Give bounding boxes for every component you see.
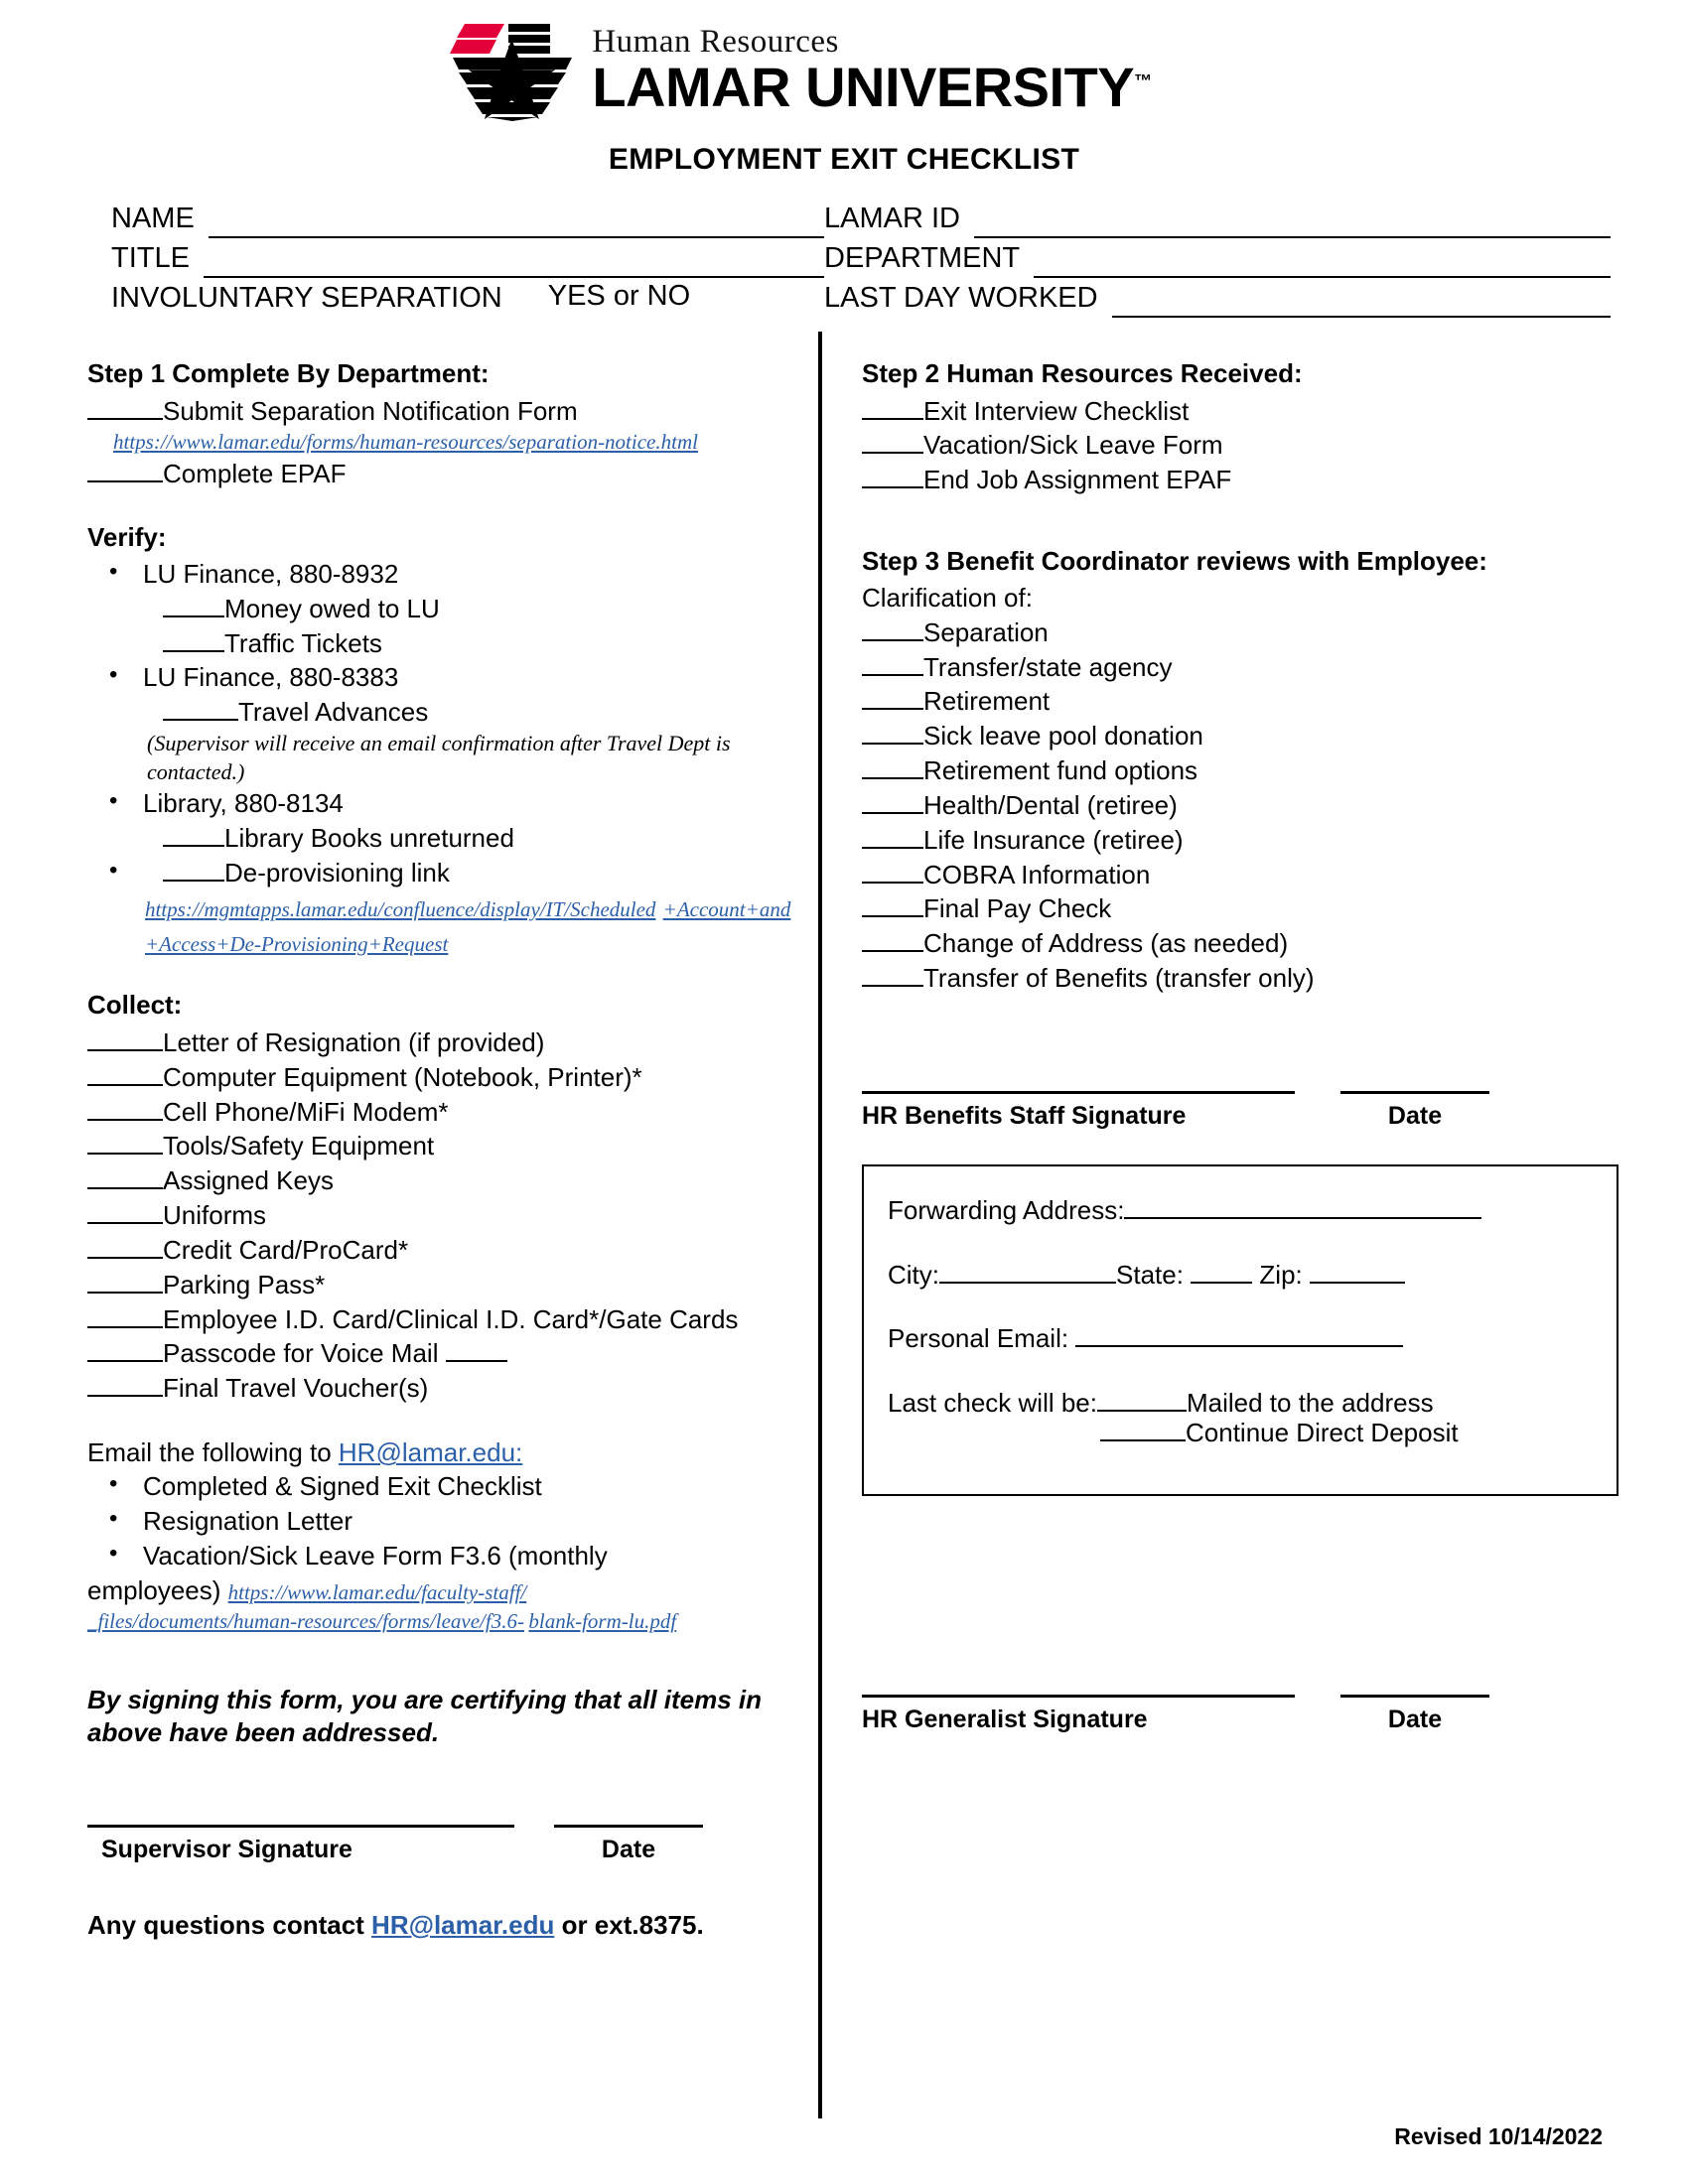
- step1-item-label: Submit Separation Notification Form: [163, 395, 578, 426]
- collect-item-voicemail[interactable]: [87, 1336, 796, 1371]
- checkbox-blank[interactable]: [163, 615, 224, 617]
- direct-deposit-option-blank[interactable]: [1100, 1439, 1186, 1441]
- supervisor-signature-block: [87, 1825, 796, 1864]
- last-day-worked-input-line[interactable]: [1112, 316, 1611, 318]
- collect-heading: Collect:: [87, 990, 183, 1021]
- checkbox-blank[interactable]: [163, 880, 224, 882]
- verify-subitem[interactable]: [143, 626, 796, 661]
- collect-item-label: Employee I.D. Card/Clinical I.D. Card*/Gate Cards: [163, 1303, 739, 1334]
- checkbox-blank[interactable]: [87, 1326, 163, 1328]
- collect-item[interactable]: [87, 1198, 796, 1233]
- state-label: State:: [1116, 1259, 1184, 1290]
- step2-item[interactable]: [862, 428, 1618, 463]
- step3-item-label: Health/Dental (retiree): [923, 789, 1178, 820]
- city-label: City:: [888, 1259, 939, 1290]
- checkbox-blank[interactable]: [87, 1395, 163, 1397]
- checkbox-blank[interactable]: [862, 812, 923, 814]
- collect-item-label: Credit Card/ProCard*: [163, 1234, 409, 1265]
- field-row-involuntary: [111, 278, 1611, 318]
- step3-item[interactable]: [862, 650, 1618, 685]
- checkbox-blank[interactable]: [862, 743, 923, 745]
- step3-item-label: Separation: [923, 616, 1049, 647]
- name-label: NAME: [111, 203, 195, 234]
- hr-email-link[interactable]: HR@lamar.edu:: [338, 1437, 523, 1468]
- left-column: [87, 357, 822, 1941]
- personal-email-row[interactable]: [888, 1324, 1589, 1353]
- step3-item[interactable]: [862, 684, 1618, 719]
- body-columns: [0, 357, 1688, 1941]
- collect-item[interactable]: [87, 1233, 796, 1268]
- field-row-name: [111, 199, 1611, 238]
- collect-item[interactable]: [87, 1268, 796, 1302]
- mailed-option-blank[interactable]: [1097, 1410, 1187, 1412]
- verify-contact: LU Finance, 880-8932: [143, 559, 399, 589]
- lamar-university-logo: [447, 18, 1151, 125]
- checkbox-blank[interactable]: [862, 847, 923, 849]
- checkbox-blank[interactable]: [862, 486, 923, 488]
- supervisor-signature-label: Supervisor Signature: [101, 1836, 352, 1864]
- collect-item[interactable]: [87, 1095, 796, 1130]
- city-state-zip-row[interactable]: [888, 1261, 1589, 1290]
- list-item: • Vacation/Sick Leave Form F3.6 (monthly: [143, 1539, 796, 1573]
- collect-item[interactable]: [87, 1025, 796, 1060]
- logo-org-line: Human Resources: [592, 24, 839, 61]
- checkbox-blank[interactable]: [862, 985, 923, 987]
- step3-item-label: Retirement: [923, 686, 1051, 717]
- step3-item-label: Life Insurance (retiree): [923, 824, 1184, 855]
- mailed-option-label: Mailed to the address: [1186, 1387, 1434, 1418]
- verify-subitem-label: Travel Advances: [238, 697, 429, 728]
- contact-note-prefix: Any questions contact: [87, 1910, 372, 1941]
- collect-item-label: Assigned Keys: [163, 1165, 334, 1196]
- collect-item-label: Letter of Resignation (if provided): [163, 1026, 545, 1057]
- checkbox-blank[interactable]: [87, 480, 163, 482]
- step3-item[interactable]: [862, 926, 1618, 961]
- involuntary-separation-options[interactable]: YES or NO: [547, 280, 691, 312]
- step3-item-label: COBRA Information: [923, 859, 1151, 889]
- hr-benefits-signature-block: [862, 1091, 1618, 1131]
- checkbox-blank[interactable]: [87, 1119, 163, 1121]
- hr-benefits-signature-label: HR Benefits Staff Signature: [862, 1101, 1187, 1130]
- collect-item[interactable]: [87, 1371, 796, 1406]
- city-input-line[interactable]: [939, 1282, 1116, 1284]
- checkbox-blank[interactable]: [862, 639, 923, 641]
- step2-item-label: End Job Assignment EPAF: [923, 465, 1232, 495]
- collect-item[interactable]: [87, 1302, 796, 1337]
- email-instructions: [87, 1435, 796, 1469]
- deprovision-link-line1[interactable]: https://mgmtapps.lamar.edu/confluence/display/IT/Scheduled: [145, 896, 656, 921]
- step2-item[interactable]: [862, 463, 1618, 497]
- lamar-id-label: LAMAR ID: [824, 203, 960, 234]
- zip-label: Zip:: [1259, 1259, 1303, 1290]
- forwarding-address-row[interactable]: [888, 1196, 1589, 1225]
- checkbox-blank[interactable]: [862, 452, 923, 454]
- contact-note: [87, 1910, 796, 1941]
- verify-contact: LU Finance, 880-8383: [143, 662, 399, 693]
- checkbox-blank[interactable]: [862, 882, 923, 884]
- collect-item[interactable]: [87, 1060, 796, 1095]
- checkbox-blank[interactable]: [87, 1222, 163, 1224]
- step3-item[interactable]: [862, 961, 1618, 996]
- header-fields: [0, 199, 1688, 318]
- verify-subitem-label: Money owed to LU: [224, 593, 440, 623]
- travel-advance-note: (Supervisor will receive an email confirmation after Travel Dept is contacted.): [147, 731, 731, 784]
- zip-input-line[interactable]: [1310, 1282, 1405, 1284]
- checkbox-blank[interactable]: [87, 1153, 163, 1155]
- collect-item-label: Computer Equipment (Notebook, Printer)*: [163, 1061, 642, 1092]
- list-item: • Resignation Letter: [143, 1504, 796, 1539]
- checkbox-blank[interactable]: [87, 1049, 163, 1051]
- step3-item-label: Retirement fund options: [923, 755, 1198, 786]
- last-check-label: Last check will be:: [888, 1387, 1097, 1418]
- checkbox-blank[interactable]: [163, 650, 224, 652]
- step1-item-label: Complete EPAF: [163, 458, 347, 488]
- direct-deposit-option-label: Continue Direct Deposit: [1186, 1418, 1459, 1448]
- department-input-line[interactable]: [1034, 276, 1611, 278]
- checkbox-blank[interactable]: [163, 845, 224, 847]
- collect-item[interactable]: [87, 1129, 796, 1163]
- logo-university-line: LAMAR UNIVERSITY™: [592, 56, 1152, 119]
- certification-statement: By signing this form, you are certifying that all items in above have been addressed.: [87, 1684, 763, 1747]
- step3-item[interactable]: [862, 788, 1618, 823]
- verify-heading: Verify:: [87, 521, 167, 552]
- lamar-star-logo-icon: [447, 18, 578, 125]
- checkbox-blank[interactable]: [862, 777, 923, 779]
- collect-item-label: Parking Pass*: [163, 1269, 326, 1299]
- deprovision-label: De-provisioning link: [224, 857, 450, 887]
- verify-subitem-label: Library Books unreturned: [224, 823, 514, 854]
- collect-item-label: Cell Phone/MiFi Modem*: [163, 1096, 449, 1127]
- checkbox-blank[interactable]: [862, 708, 923, 710]
- list-item: [143, 557, 796, 660]
- collect-item-label: Passcode for Voice Mail: [163, 1338, 439, 1369]
- step2-item[interactable]: [862, 394, 1618, 429]
- collect-item-label: Tools/Safety Equipment: [163, 1131, 435, 1161]
- forwarding-address-label: Forwarding Address:: [888, 1194, 1125, 1225]
- leave-form-continuation: [87, 1573, 796, 1607]
- field-row-title: [111, 238, 1611, 278]
- step3-item[interactable]: [862, 615, 1618, 650]
- title-input-line[interactable]: [204, 276, 824, 278]
- step3-item[interactable]: [862, 891, 1618, 926]
- checkbox-blank[interactable]: [87, 1187, 163, 1189]
- step2-item-label: Vacation/Sick Leave Form: [923, 430, 1223, 461]
- checkbox-blank[interactable]: [87, 1257, 163, 1259]
- step3-item-label: Change of Address (as needed): [923, 928, 1289, 959]
- lamar-id-input-line[interactable]: [974, 236, 1611, 238]
- page-title: EMPLOYMENT EXIT CHECKLIST: [608, 143, 1080, 176]
- supervisor-date-label: Date: [601, 1836, 656, 1864]
- hr-email-contact-link[interactable]: HR@lamar.edu: [371, 1910, 555, 1941]
- step3-item-label: Transfer/state agency: [923, 651, 1173, 682]
- list-item-deprovision[interactable]: [143, 856, 796, 959]
- list-item: [143, 786, 796, 856]
- hr-generalist-signature-label: HR Generalist Signature: [862, 1705, 1148, 1733]
- right-column: [822, 357, 1618, 1941]
- step3-item-label: Final Pay Check: [923, 893, 1112, 924]
- checkbox-blank[interactable]: [87, 1292, 163, 1294]
- trademark-symbol: ™: [1134, 70, 1152, 91]
- deprovision-item[interactable]: [143, 858, 450, 887]
- verify-contact: Library, 880-8134: [143, 788, 344, 819]
- checkbox-blank[interactable]: [163, 719, 238, 721]
- step2-heading: Step 2 Human Resources Received:: [862, 358, 1303, 388]
- leave-form-link-line2[interactable]: _files/documents/human-resources/forms/leave/f3.6-: [87, 1609, 524, 1634]
- email-items-list: [87, 1469, 796, 1572]
- deprovision-link-line2[interactable]: +Account+and+Access+De-Provisioning+Request: [145, 896, 791, 956]
- list-item: [143, 660, 796, 786]
- step3-item-label: Transfer of Benefits (transfer only): [923, 963, 1315, 994]
- column-divider: [818, 332, 822, 2118]
- leave-form-link-line3[interactable]: blank-form-lu.pdf: [528, 1609, 677, 1634]
- hr-generalist-signature-block: [862, 1695, 1618, 1734]
- checkbox-blank[interactable]: [862, 418, 923, 420]
- step3-item[interactable]: [862, 858, 1618, 892]
- verify-subitem[interactable]: [143, 592, 796, 626]
- checkbox-blank[interactable]: [862, 674, 923, 676]
- last-day-worked-label: LAST DAY WORKED: [824, 282, 1098, 314]
- letterhead: [0, 0, 1688, 125]
- collect-item[interactable]: [87, 1163, 796, 1198]
- step1-item-submit-separation[interactable]: [87, 394, 796, 429]
- checkbox-blank[interactable]: [87, 1084, 163, 1086]
- step3-subheading: Clarification of:: [862, 583, 1033, 614]
- step3-item[interactable]: [862, 753, 1618, 788]
- verify-list: [87, 557, 796, 959]
- step1-item-complete-epaf[interactable]: [87, 457, 796, 491]
- hr-benefits-date-label: Date: [1387, 1101, 1443, 1130]
- name-input-line[interactable]: [209, 236, 824, 238]
- collect-item-label: Uniforms: [163, 1200, 267, 1231]
- step2-item-label: Exit Interview Checklist: [923, 395, 1190, 426]
- collect-item-label: Final Travel Voucher(s): [163, 1373, 429, 1404]
- checkbox-blank[interactable]: [87, 418, 163, 420]
- department-label: DEPARTMENT: [824, 242, 1021, 274]
- checkbox-blank[interactable]: [87, 1360, 163, 1362]
- involuntary-separation-label: INVOLUNTARY SEPARATION: [111, 282, 502, 314]
- step3-item[interactable]: [862, 719, 1618, 753]
- voicemail-passcode-blank[interactable]: [446, 1360, 507, 1362]
- last-check-row[interactable]: [888, 1389, 1589, 1418]
- title-label: TITLE: [111, 242, 190, 274]
- leave-form-link-line1[interactable]: https://www.lamar.edu/faculty-staff/: [227, 1579, 527, 1604]
- direct-deposit-row[interactable]: [888, 1419, 1589, 1447]
- verify-subitem[interactable]: [143, 821, 796, 856]
- personal-email-input-line[interactable]: [1075, 1345, 1403, 1347]
- revision-date: Revised 10/14/2022: [1394, 2123, 1603, 2149]
- separation-notice-link[interactable]: https://www.lamar.edu/forms/human-resources/separation-notice.html: [113, 430, 698, 455]
- step3-item[interactable]: [862, 823, 1618, 858]
- email-intro-prefix: Email the following to: [87, 1437, 339, 1468]
- verify-subitem[interactable]: [143, 695, 796, 730]
- personal-email-label: Personal Email:: [888, 1323, 1069, 1354]
- hr-generalist-date-label: Date: [1387, 1705, 1443, 1733]
- step1-heading: Step 1 Complete By Department:: [87, 358, 490, 388]
- continuation-text: employees): [87, 1574, 228, 1605]
- checkbox-blank[interactable]: [862, 950, 923, 952]
- forwarding-address-input-line[interactable]: [1124, 1217, 1481, 1219]
- step3-heading: Step 3 Benefit Coordinator reviews with Employee:: [862, 545, 1487, 576]
- verify-subitem-label: Traffic Tickets: [224, 627, 382, 658]
- forwarding-address-box: [862, 1164, 1618, 1496]
- contact-note-suffix: or ext.8375.: [554, 1910, 704, 1941]
- state-input-line[interactable]: [1191, 1282, 1252, 1284]
- checkbox-blank[interactable]: [862, 915, 923, 917]
- list-item: • Completed & Signed Exit Checklist: [143, 1469, 796, 1504]
- step3-item-label: Sick leave pool donation: [923, 721, 1203, 751]
